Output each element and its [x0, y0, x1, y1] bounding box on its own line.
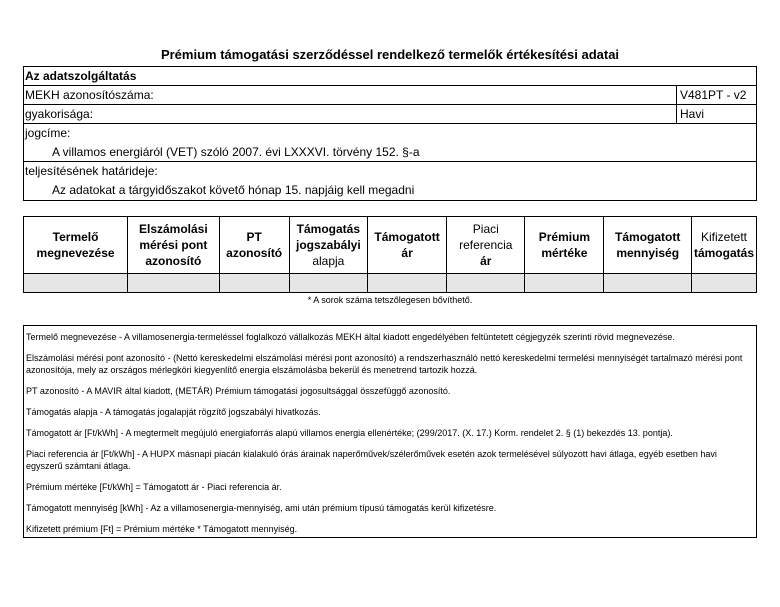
- table-cell[interactable]: [691, 274, 756, 293]
- mekh-row: [24, 86, 756, 105]
- table-cell[interactable]: [128, 274, 219, 293]
- definition-item: Prémium mértéke [Ft/kWh] = Támogatott ár - Piaci referencia ár.: [26, 482, 282, 492]
- table-cell[interactable]: [525, 274, 604, 293]
- table-cell[interactable]: [367, 274, 446, 293]
- info-box: [23, 66, 757, 201]
- legal-text: A villamos energiáról (VET) szóló 2007. évi LXXXVI. törvény 152. §-a: [24, 143, 756, 162]
- table-cell[interactable]: [289, 274, 367, 293]
- definition-item: Támogatott mennyiség [kWh] - Az a villamosenergia-mennyiség, ami után prémium típusú támogatás kerül kifizetésre.: [26, 503, 497, 513]
- frequency-value: Havi: [676, 105, 756, 123]
- table-cell[interactable]: [24, 274, 128, 293]
- col-header-premium: Prémium mértéke: [525, 217, 604, 274]
- definition-item: Támogatás alapja - A támogatás jogalapját rögzítő jogszabályi hivatkozás.: [26, 407, 321, 417]
- col-header-kifizetett: Kifizetett támogatás: [691, 217, 756, 274]
- data-table: [23, 216, 757, 293]
- deadline-text: Az adatokat a tárgyidőszakot követő hónap 15. napjáig kell megadni: [52, 183, 415, 197]
- frequency-row: [24, 105, 756, 124]
- table-header-row: [24, 217, 757, 274]
- definition-item: PT azonosító - A MAVIR által kiadott, (METÁR) Prémium támogatási jogosultsággal összefüggő azonosító.: [26, 386, 451, 396]
- table-row: [24, 274, 757, 293]
- table-cell[interactable]: [447, 274, 525, 293]
- mekh-value: V481PT - v2: [676, 86, 756, 104]
- col-header-tamogatas-alap: Támogatás jogszabályi alapja: [289, 217, 367, 274]
- definition-item: Elszámolási mérési pont azonosító - (Nettó kereskedelmi elszámolási mérési pont azonosító) a rendszerhasználó nettó kereskedelmi termelési mennyiségét tartalmazó mérési pont azonosítója, mely az országos mérlegköri kiegyenlítő energia elszámolásba bekerül és menetrend tartozik hozzá.: [26, 353, 743, 375]
- legal-label: jogcíme:: [25, 126, 71, 140]
- frequency-label: gyakorisága:: [25, 107, 94, 121]
- col-header-mennyiseg: Támogatott mennyiség: [604, 217, 692, 274]
- info-header: Az adatszolgáltatás: [24, 67, 756, 86]
- deadline-label: teljesítésének határideje:: [25, 164, 158, 178]
- page-title: Prémium támogatási szerződéssel rendelkező termelők értékesítési adatai: [160, 47, 620, 62]
- col-header-tamogatott-ar: Támogatott ár: [367, 217, 446, 274]
- col-header-pt: PT azonosító: [219, 217, 289, 274]
- definition-item: Termelő megnevezése - A villamosenergia-termeléssel foglalkozó vállalkozás MEKH által kiadott engedélyében feltüntetett cégjegyzék szerinti rövid megnevezése.: [26, 332, 675, 342]
- definition-item: Piaci referencia ár [Ft/kWh] - A HUPX másnapi piacán kialakuló órás árainak naperőművek/szélerőművek esetén azok termelésével súlyozott havi átlaga, egyéb esetben havi egyszerű számtani átlaga.: [26, 449, 717, 471]
- col-header-piaci-ar: Piaci referencia ár: [447, 217, 525, 274]
- definition-item: Kifizetett prémium [Ft] = Prémium mértéke * Támogatott mennyiség.: [26, 524, 298, 534]
- definition-item: Támogatott ár [Ft/kWh] - A megtermelt megújuló energiaforrás alapú villamos energia ellenértéke; (299/2017. (X. 17.) Korm. rendelet 2. § (1) bekezdés 13. pontja).: [26, 428, 673, 438]
- mekh-label: MEKH azonosítószáma:: [25, 88, 154, 102]
- definitions-box: [23, 325, 757, 538]
- rows-note: * A sorok száma tetszőlegesen bővíthető.: [307, 295, 473, 305]
- col-header-termelo: Termelő megnevezése: [24, 217, 128, 274]
- col-header-meresi-pont: Elszámolási mérési pont azonosító: [128, 217, 219, 274]
- table-cell[interactable]: [604, 274, 692, 293]
- table-cell[interactable]: [219, 274, 289, 293]
